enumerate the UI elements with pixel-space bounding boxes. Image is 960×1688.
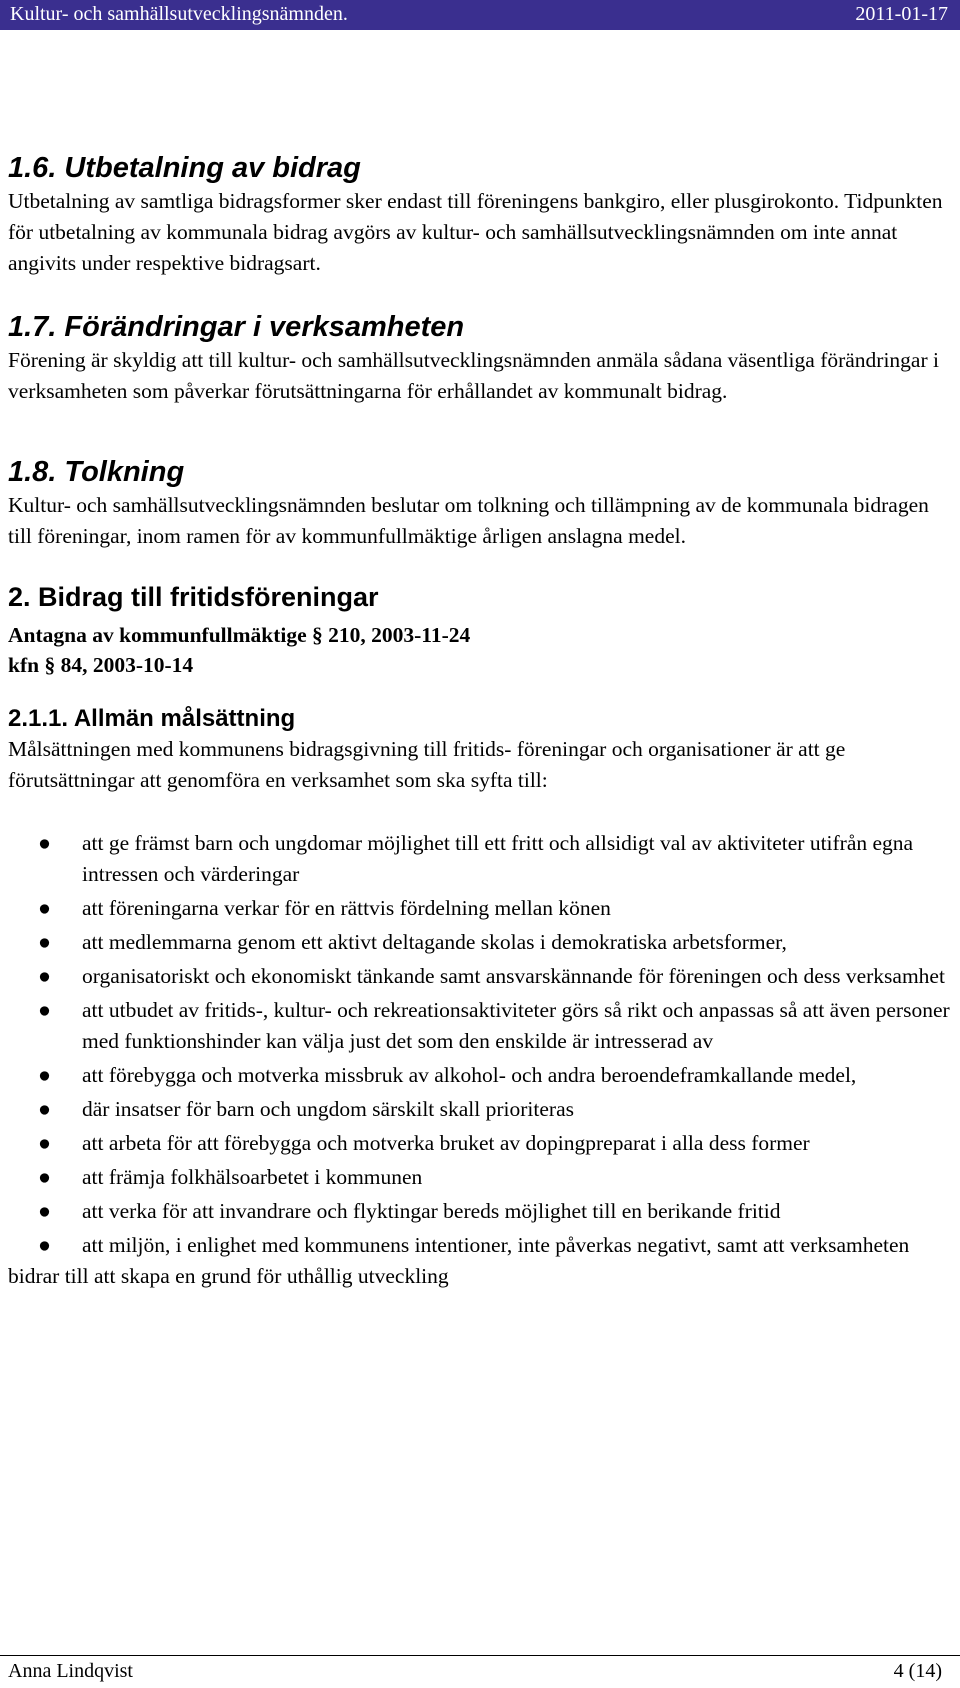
header-date: 2011-01-17 <box>855 3 948 25</box>
bullet-icon: ● <box>38 1165 51 1189</box>
list-item: ● att förebygga och motverka missbruk av alkohol- och andra beroendeframkallande medel, <box>8 1060 958 1091</box>
list-item: ● att medlemmarna genom ett aktivt deltagande skolas i demokratiska arbetsformer, <box>8 927 958 958</box>
section-text-2-1-1: Målsättningen med kommunens bidragsgivning till fritids- föreningar och organisationer är att ge förutsättningar att genomföra en verksamhet som ska syfta till: <box>8 737 846 792</box>
section-text-1-8: Kultur- och samhällsutvecklingsnämnden beslutar om tolkning och tillämpning av de kommunala bidragen till föreningar, inom ramen för av kommunfullmäktige årligen anslagna medel. <box>8 493 929 548</box>
list-item: ● att miljön, i enlighet med kommunens intentioner, inte påverkas negativt, samt att verksamheten bidrar till att skapa en grund för uthållig utveckling <box>8 1230 958 1292</box>
section-heading-2-1-1: 2.1.1. Allmän målsättning <box>8 705 296 732</box>
list-item: ● där insatser för barn och ungdom särskilt skall prioriteras <box>8 1094 958 1125</box>
page-footer <box>0 1655 960 1688</box>
header-title: Kultur- och samhällsutvecklingsnämnden. <box>10 3 348 25</box>
footer-page-number: 4 (14) <box>893 1660 942 1682</box>
footer-author: Anna Lindqvist <box>8 1660 133 1682</box>
section-heading-1-7: 1.7. Förändringar i verksamheten <box>8 311 465 343</box>
goals-list <box>8 828 958 1292</box>
page-header <box>0 0 960 30</box>
bullet-icon: ● <box>38 998 51 1022</box>
list-item: ● att föreningarna verkar för en rättvis fördelning mellan könen <box>8 893 958 924</box>
list-item: ● att arbeta för att förebygga och motverka bruket av dopingpreparat i alla dess former <box>8 1128 958 1159</box>
bullet-icon: ● <box>38 964 51 988</box>
list-item: ● att ge främst barn och ungdomar möjlighet till ett fritt och allsidigt val av aktiviteter utifrån egna intressen och värderingar <box>8 828 958 890</box>
bullet-icon: ● <box>38 1097 51 1121</box>
adopted-line-2: kfn § 84, 2003-10-14 <box>8 653 194 677</box>
bullet-icon: ● <box>38 1233 51 1257</box>
list-item: ● organisatoriskt och ekonomiskt tänkande samt ansvarskännande för föreningen och dess verksamhet <box>8 961 958 992</box>
section-text-1-7: Förening är skyldig att till kultur- och samhällsutvecklingsnämnden anmäla sådana väsentliga förändringar i verksamheten som påverkar förutsättningarna för erhållandet av kommunalt bidrag. <box>8 348 939 403</box>
section-heading-1-8: 1.8. Tolkning <box>8 456 185 488</box>
bullet-icon: ● <box>38 1063 51 1087</box>
adopted-line-1: Antagna av kommunfullmäktige § 210, 2003-11-24 <box>8 623 471 647</box>
section-heading-2: 2. Bidrag till fritidsföreningar <box>8 582 379 612</box>
bullet-icon: ● <box>38 1199 51 1223</box>
list-item: ● att utbudet av fritids-, kultur- och rekreationsaktiviteter görs så rikt och anpassas så att även personer med funktionshinder kan välja just det som den enskilde är intresserad av <box>8 995 958 1057</box>
document-body <box>8 150 958 1295</box>
bullet-icon: ● <box>38 930 51 954</box>
section-heading-1-6: 1.6. Utbetalning av bidrag <box>8 152 361 184</box>
section-text-1-6: Utbetalning av samtliga bidragsformer sker endast till föreningens bankgiro, eller plusgirokonto. Tidpunkten för utbetalning av kommunala bidrag avgörs av kultur- och samhällsutvecklingsnämnden om inte annat angivits under respektive bidragsart. <box>8 189 943 275</box>
bullet-icon: ● <box>38 1131 51 1155</box>
bullet-icon: ● <box>38 831 51 855</box>
list-item: ● att främja folkhälsoarbetet i kommunen <box>8 1162 958 1193</box>
list-item: ● att verka för att invandrare och flyktingar bereds möjlighet till en berikande fritid <box>8 1196 958 1227</box>
bullet-icon: ● <box>38 896 51 920</box>
